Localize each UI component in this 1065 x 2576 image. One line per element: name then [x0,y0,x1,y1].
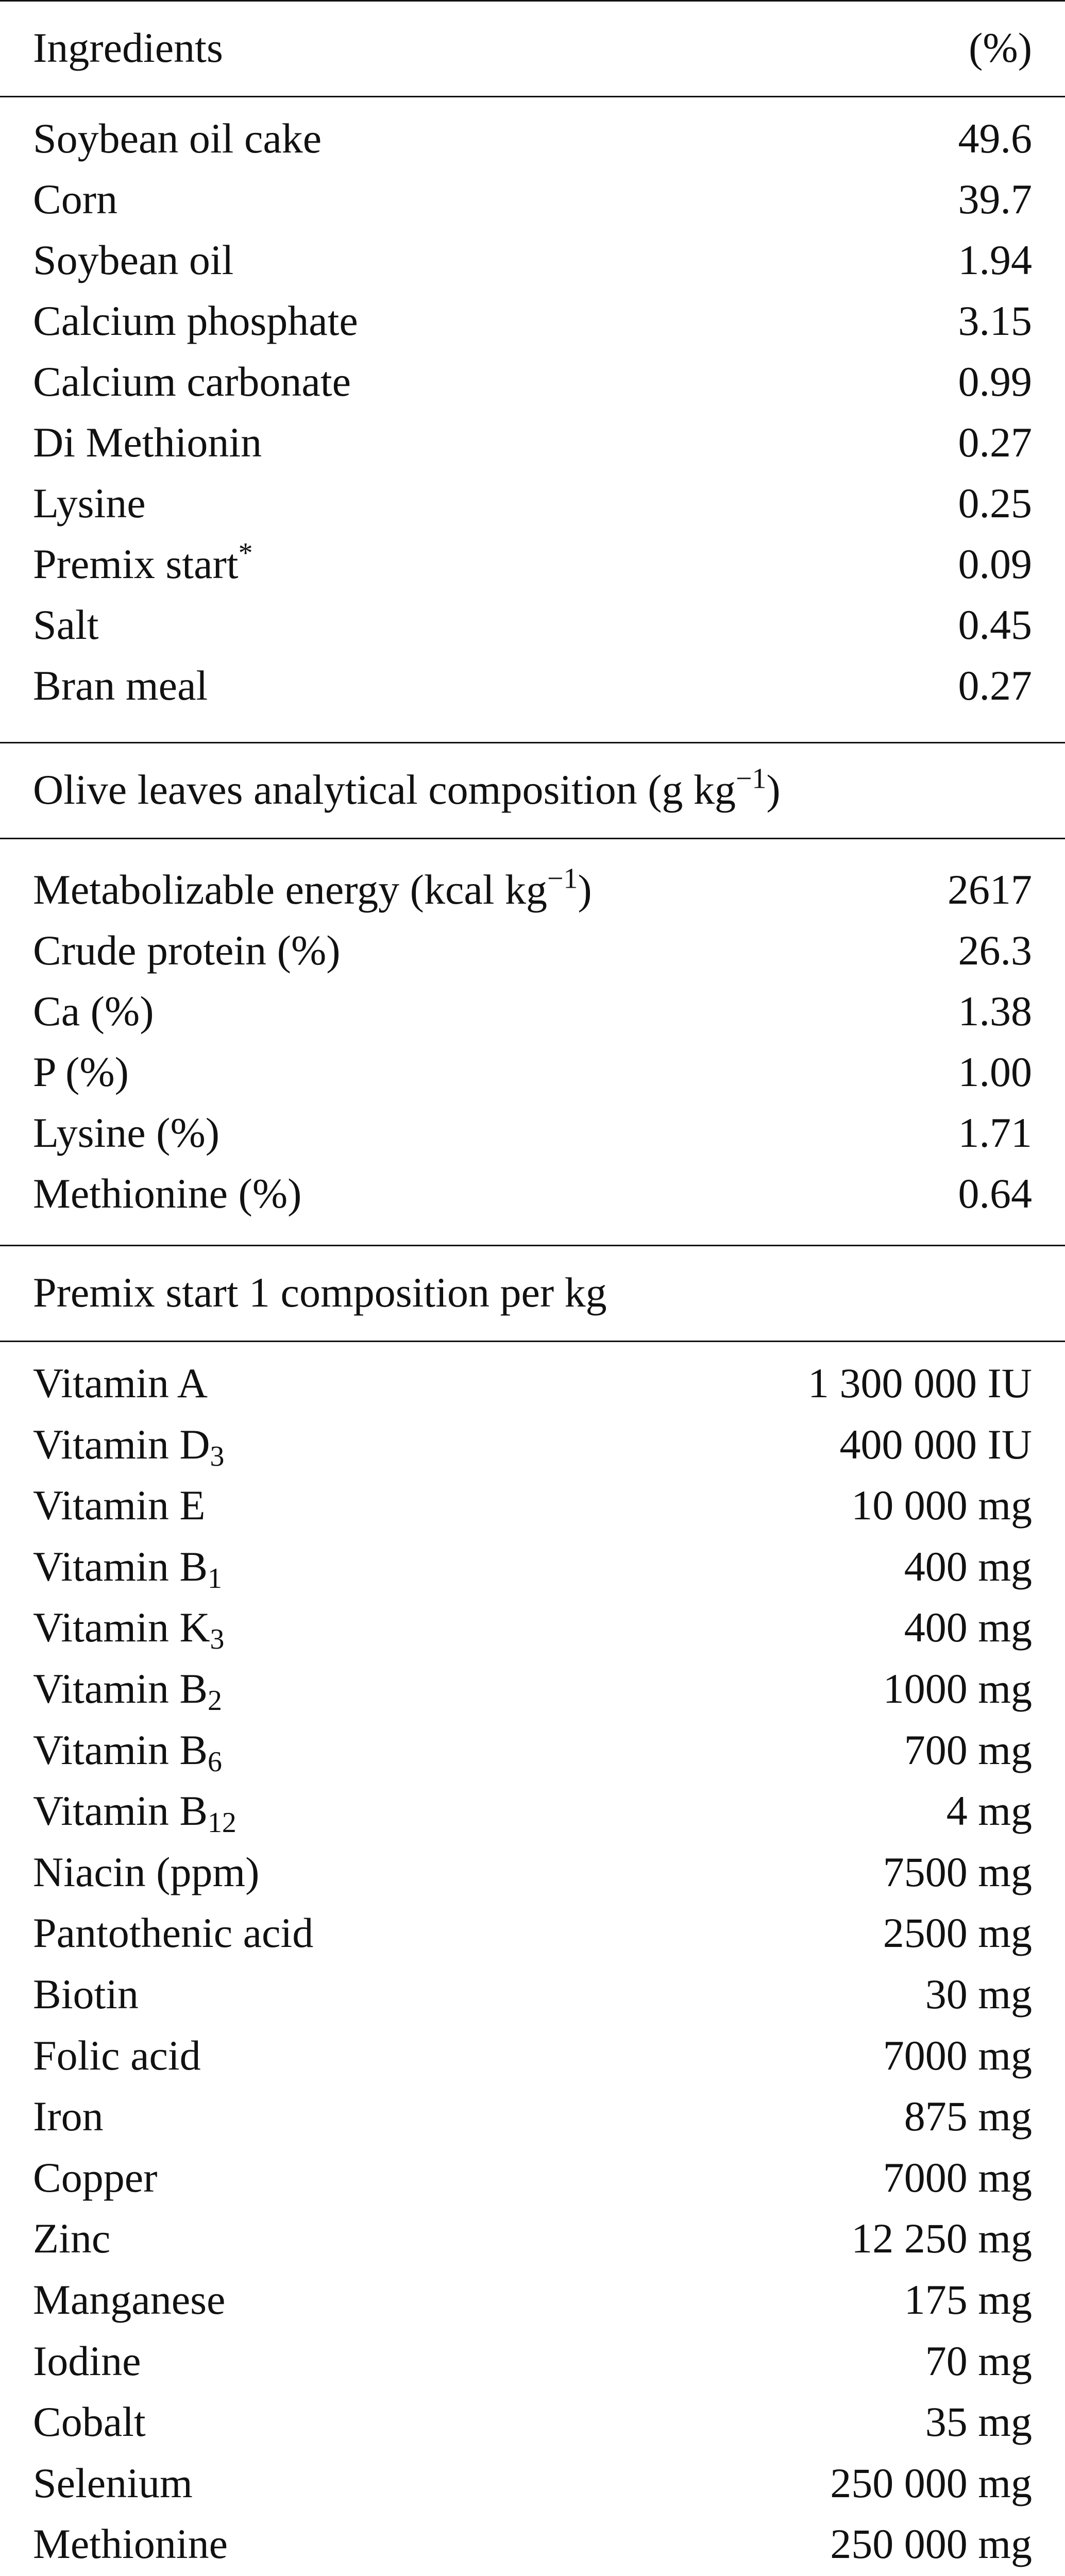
premix-name [33,1658,222,1719]
premix-value: 12 250 mg [851,2215,1032,2262]
premix-subscript: 1 [208,1562,222,1595]
premix-value: 2500 mg [883,1909,1032,1957]
premix-name-text: Vitamin A [33,1360,208,1406]
analytical-value: 0.64 [958,1170,1032,1217]
ingredient-name: Di Methionin [33,419,262,466]
ingredient-name: Corn [33,176,117,223]
premix-name-text: Vitamin B [33,1665,208,1712]
ingredient-row [0,169,1065,230]
premix-name [33,2331,141,2392]
premix-subscript: 2 [208,1684,222,1717]
premix-name-text: Niacin (ppm) [33,1848,260,1895]
ingredient-row [0,108,1065,169]
premix-name-text: Selenium [33,2459,193,2506]
premix-name-text: Folic acid [33,2031,201,2079]
analytical-row [0,859,1065,920]
premix-name-text: Vitamin E [33,1482,206,1529]
premix-value: 250 000 mg [830,2459,1032,2506]
premix-name [33,1414,224,1475]
ingredient-row [0,412,1065,473]
analytical-name: Crude protein (%) [33,927,341,974]
ingredient-value: 0.09 [958,540,1032,587]
analytical-name-text: Metabolizable energy (kcal kg [33,866,548,913]
ingredient-name: Bran meal [33,662,208,709]
analytical-name: P (%) [33,1048,129,1095]
premix-name [33,1353,208,1414]
ingredient-value: 49.6 [958,115,1032,162]
ingredient-name-text: Premix start [33,540,239,587]
premix-value: 30 mg [925,1971,1032,2018]
premix-name-text: Zinc [33,2215,111,2262]
analytical-value: 2617 [948,866,1032,913]
premix-name [33,2086,104,2147]
premix-name [33,2453,193,2514]
premix-value: 1000 mg [883,1665,1032,1712]
ingredient-value: 0.25 [958,480,1032,527]
premix-name [33,2208,110,2269]
ingredient-row [0,351,1065,412]
ingredient-value: 39.7 [958,176,1032,223]
premix-name-text: Vitamin B [33,1787,208,1835]
premix-subscript: 3 [210,1440,225,1472]
premix-value: 700 mg [904,1726,1032,1773]
premix-value: 7000 mg [883,2031,1032,2079]
premix-value: 7500 mg [883,1848,1032,1895]
analytical-row [0,1163,1065,1224]
premix-row [0,2514,1065,2574]
premix-row [0,1781,1065,1841]
premix-name-text: Biotin [33,1971,139,2018]
premix-name [33,2514,228,2574]
premix-value: 400 mg [904,1604,1032,1651]
premix-subscript: 12 [208,1807,236,1839]
analytical-row [0,981,1065,1042]
analytical-value: 1.38 [958,988,1032,1035]
premix-value: 70 mg [925,2337,1032,2384]
table-header-row [0,0,1065,96]
premix-value: 4 mg [946,1787,1032,1835]
title-close: ) [766,766,781,813]
premix-name-text: Pantothenic acid [33,1909,314,1957]
section-rule [0,838,1065,839]
analytical-row [0,1103,1065,1163]
premix-row [0,1536,1065,1597]
section-title-premix [0,1245,1065,1341]
premix-row [0,1475,1065,1536]
premix-name [33,1903,313,1963]
premix-name [33,1964,139,2025]
premix-subscript: 3 [210,1623,225,1656]
ingredient-name [33,534,252,595]
premix-row [0,1720,1065,1781]
ingredient-name: Salt [33,601,99,648]
ingredient-value: 1.94 [958,236,1032,283]
premix-row [0,1964,1065,2025]
ingredient-row [0,655,1065,716]
premix-row [0,1903,1065,1963]
analytical-row [0,920,1065,981]
premix-value: 400 000 IU [839,1420,1032,1468]
premix-name-text: Vitamin B [33,1726,208,1773]
premix-row [0,2331,1065,2392]
premix-row [0,1353,1065,1414]
analytical-name: Lysine (%) [33,1109,220,1156]
premix-row [0,1414,1065,1475]
premix-name [33,2392,146,2452]
premix-row [0,2392,1065,2452]
analytical-name: Ca (%) [33,988,154,1035]
ingredient-name: Soybean oil [33,236,234,283]
premix-name-text: Vitamin D [33,1420,210,1468]
premix-name-text: Iron [33,2093,104,2140]
premix-value: 400 mg [904,1543,1032,1590]
premix-name-text: Iodine [33,2337,141,2384]
premix-name-text: Cobalt [33,2398,146,2446]
premix-name-text: Copper [33,2154,158,2201]
footnote-mark: * [238,537,253,569]
analytical-value: 26.3 [958,927,1032,974]
header-rule [0,96,1065,97]
premix-row [0,2208,1065,2269]
premix-value: 7000 mg [883,2154,1032,2201]
analytical-row [0,1042,1065,1103]
premix-name [33,1781,236,1841]
premix-value: 1 300 000 IU [807,1360,1032,1406]
section-title [33,742,781,838]
premix-name-text: Manganese [33,2276,226,2323]
name-close: ) [578,866,592,913]
premix-name [33,1842,259,1903]
ingredient-row [0,534,1065,595]
premix-row [0,1658,1065,1719]
ingredient-value: 0.27 [958,662,1032,709]
premix-row [0,2086,1065,2147]
analytical-name: Methionine (%) [33,1170,302,1217]
analytical-value: 1.71 [958,1109,1032,1156]
header-percent: (%) [969,24,1032,71]
ingredient-name: Lysine [33,480,146,527]
ingredient-row [0,291,1065,351]
premix-value: 35 mg [925,2398,1032,2446]
premix-name [33,2147,157,2208]
ingredient-name: Calcium carbonate [33,358,351,405]
premix-row [0,1597,1065,1658]
section-title: Premix start 1 composition per kg [33,1269,607,1316]
title-exponent: −1 [736,762,767,795]
premix-subscript: 6 [208,1745,222,1778]
premix-row [0,2025,1065,2086]
section-rule [0,1341,1065,1342]
premix-value: 875 mg [904,2093,1032,2140]
premix-name [33,2269,225,2330]
analytical-name [33,859,592,920]
premix-name [33,1475,205,1536]
name-exponent: −1 [547,862,578,895]
ingredient-row [0,230,1065,291]
ingredient-value: 3.15 [958,297,1032,344]
premix-row [0,2269,1065,2330]
ingredient-value: 0.45 [958,601,1032,648]
premix-row [0,1842,1065,1903]
premix-name [33,1536,222,1597]
premix-name [33,1720,222,1781]
premix-value: 175 mg [904,2276,1032,2323]
premix-name [33,2025,201,2086]
section-title-analytical [0,742,1065,838]
ingredient-value: 0.27 [958,419,1032,466]
ingredient-row [0,595,1065,655]
premix-value: 10 000 mg [851,1482,1032,1529]
section-title-text: Olive leaves analytical composition (g kg [33,766,736,813]
ingredient-name: Soybean oil cake [33,115,322,162]
premix-value: 250 000 mg [830,2520,1032,2568]
premix-name-text: Methionine [33,2520,228,2568]
premix-row [0,2147,1065,2208]
premix-name [33,1597,224,1658]
analytical-value: 1.00 [958,1048,1032,1095]
ingredient-row [0,473,1065,534]
header-ingredients: Ingredients [33,24,223,71]
premix-name-text: Vitamin B [33,1543,208,1590]
ingredient-value: 0.99 [958,358,1032,405]
premix-row [0,2453,1065,2514]
premix-name-text: Vitamin K [33,1604,210,1651]
ingredient-name: Calcium phosphate [33,297,358,344]
